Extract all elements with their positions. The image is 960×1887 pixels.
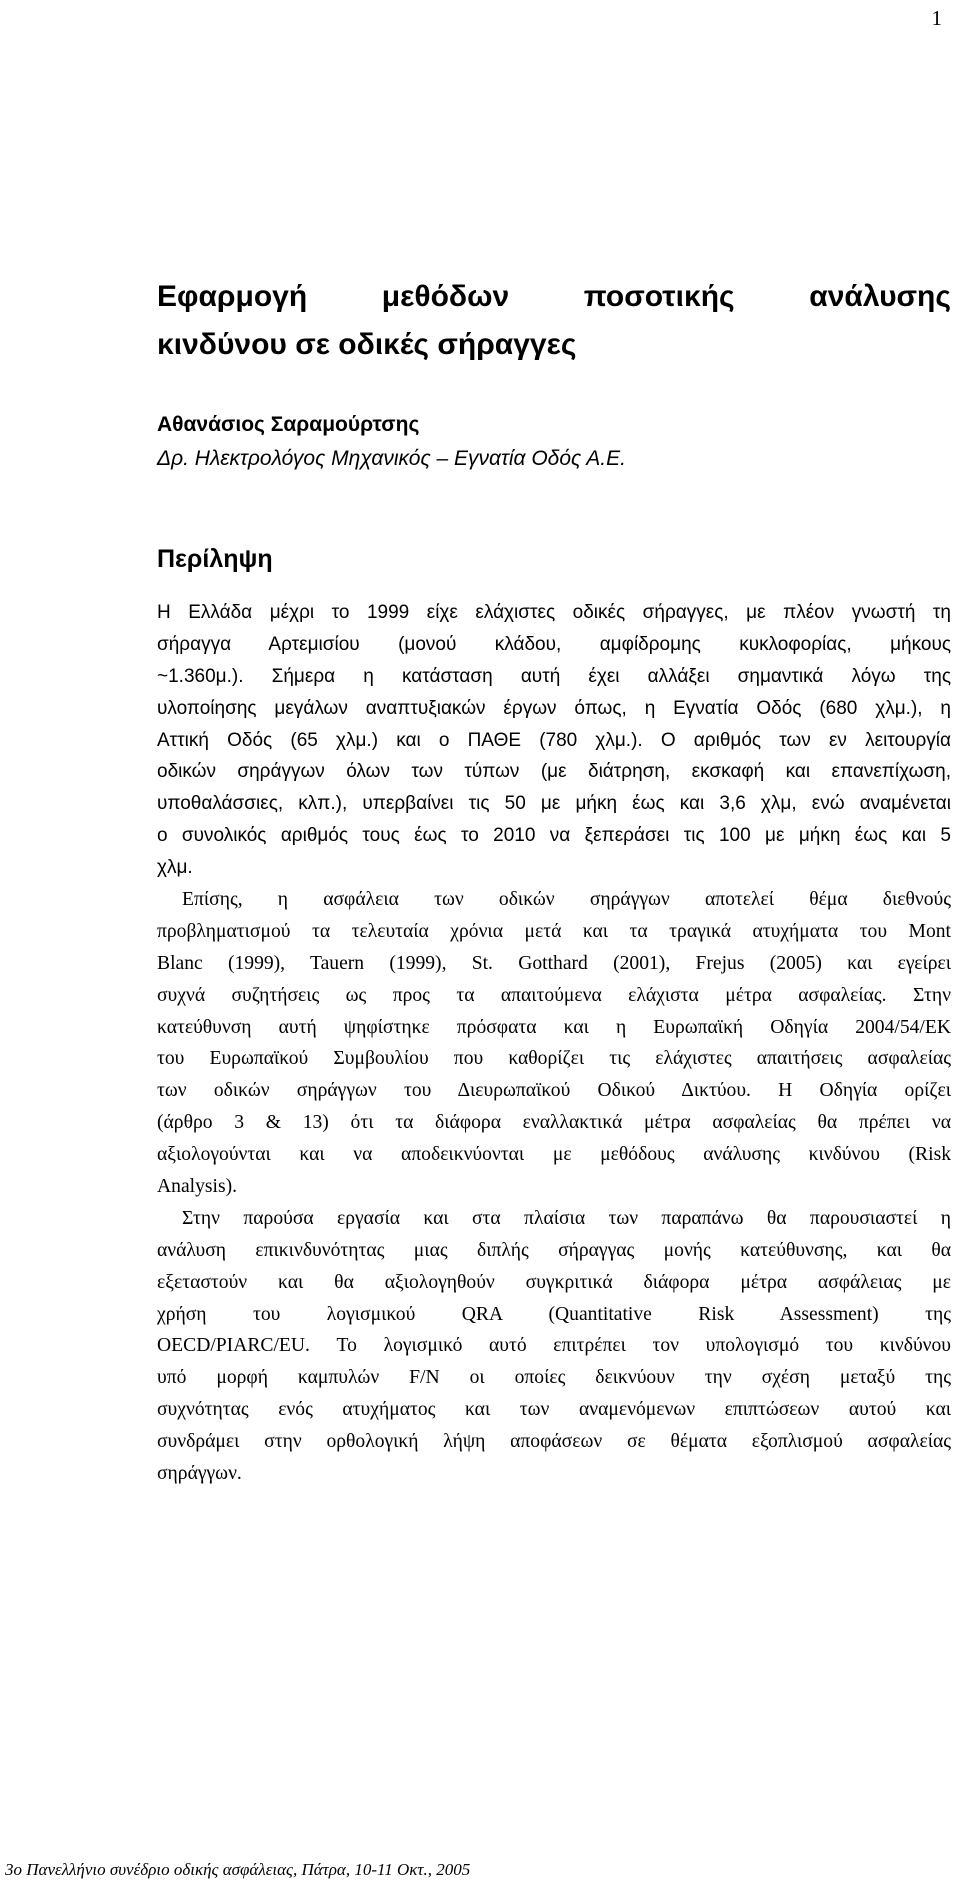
abstract-body (157, 597, 951, 1490)
body-line: συνδράμει στην ορθολογική λήψη αποφάσεων σε θέματα εξοπλισμού ασφαλείας (157, 1431, 951, 1453)
body-line: Στην παρούσα εργασία και στα πλαίσια των παραπάνω θα παρουσιαστεί η (182, 1207, 951, 1229)
body-line: ανάλυση επικινδυνότητας μιας διπλής σήραγγας μονής κατεύθυνσης, και θα (157, 1239, 951, 1261)
body-line: ο συνολικός αριθμός τους έως το 2010 να ξεπεράσει τις 100 με μήκη έως και 5 (157, 825, 951, 847)
body-line: σηράγγων. (157, 1463, 242, 1485)
body-line: χλμ. (157, 857, 193, 879)
body-line: εξεταστούν και θα αξιολογηθούν συγκριτικά διάφορα μέτρα ασφάλειας με (157, 1271, 951, 1293)
body-line: Analysis). (157, 1176, 238, 1198)
body-line: σήραγγα Αρτεμισίου (μονού κλάδου, αμφίδρομης κυκλοφορίας, μήκους (157, 633, 951, 655)
body-line: προβληματισμού τα τελευταία χρόνια μετά και τα τραγικά ατυχήματα του Mont (157, 920, 951, 942)
body-line: οδικών σηράγγων όλων των τύπων (με διάτρηση, εκσκαφή και επανεπίχωση, (157, 761, 951, 783)
body-line: του Ευρωπαϊκού Συμβουλίου που καθορίζει τις ελάχιστες απαιτήσεις ασφαλείας (157, 1048, 951, 1070)
body-line: Επίσης, η ασφάλεια των οδικών σηράγγων αποτελεί θέμα διεθνούς (182, 889, 951, 911)
body-line: OECD/PIARC/EU. Το λογισμικό αυτό επιτρέπει τον υπολογισμό του κινδύνου (157, 1335, 951, 1357)
title-line-1 (157, 280, 951, 314)
body-line: (άρθρο 3 & 13) ότι τα διάφορα εναλλακτικά μέτρα ασφαλείας θα πρέπει να (157, 1112, 951, 1134)
author-affiliation: Δρ. Ηλεκτρολόγος Μηχανικός – Εγνατία Οδός Α.Ε. (157, 447, 626, 470)
body-line: συχνά συζητήσεις ως προς τα απαιτούμενα ελάχιστα μέτρα ασφαλείας. Στην (157, 984, 951, 1006)
title-word: μεθόδων (381, 280, 510, 313)
body-line: Η Ελλάδα μέχρι το 1999 είχε ελάχιστες οδικές σήραγγες, με πλέον γνωστή τη (157, 602, 951, 623)
body-line: χρήση του λογισμικού QRA (Quantitative Risk Assessment) της (157, 1303, 951, 1325)
title-word: ανάλυσης (809, 280, 951, 313)
body-line: Αττική Οδός (65 χλμ.) και ο ΠΑΘΕ (780 χλμ.). Ο αριθμός των εν λειτουργία (157, 729, 951, 751)
conference-footer: 3ο Πανελλήνιο συνέδριο οδικής ασφάλειας, Πάτρα, 10-11 Οκτ., 2005 (5, 1860, 471, 1879)
body-line: κατεύθυνση αυτή ψηφίστηκε πρόσφατα και η Ευρωπαϊκή Οδηγία 2004/54/ΕΚ (157, 1016, 951, 1038)
body-line: ~1.360μ.). Σήμερα η κατάσταση αυτή έχει αλλάξει σημαντικά λόγω της (157, 665, 951, 687)
body-line: αξιολογούνται και να αποδεικνύονται με μεθόδους ανάλυσης κινδύνου (Risk (157, 1144, 951, 1166)
body-line: Blanc (1999), Tauern (1999), St. Gotthard (2001), Frejus (2005) και εγείρει (157, 952, 951, 974)
page-number: 1 (931, 6, 942, 30)
abstract-heading: Περίληψη (157, 545, 273, 573)
title-word: ποσοτικής (583, 280, 735, 313)
body-line: υποθαλάσσιες, κλπ.), υπερβαίνει τις 50 με μήκη έως και 3,6 χλμ, ενώ αναμένεται (157, 793, 951, 815)
body-line: υπό μορφή καμπυλών F/N οι οποίες δεικνύουν την σχέση μεταξύ της (157, 1367, 951, 1389)
author-name: Αθανάσιος Σαραμούρτσης (157, 413, 420, 436)
title-word: Εφαρμογή (157, 280, 308, 313)
body-line: υλοποίησης μεγάλων αναπτυξιακών έργων όπως, η Εγνατία Οδός (680 χλμ.), η (157, 697, 951, 719)
body-line: συχνότητας ενός ατυχήματος και των αναμενόμενων επιπτώσεων αυτού και (157, 1399, 951, 1421)
title-line-2: κινδύνου σε οδικές σήραγγες (157, 328, 577, 361)
body-line: των οδικών σηράγγων του Διευρωπαϊκού Οδικού Δικτύου. Η Οδηγία ορίζει (157, 1080, 951, 1102)
